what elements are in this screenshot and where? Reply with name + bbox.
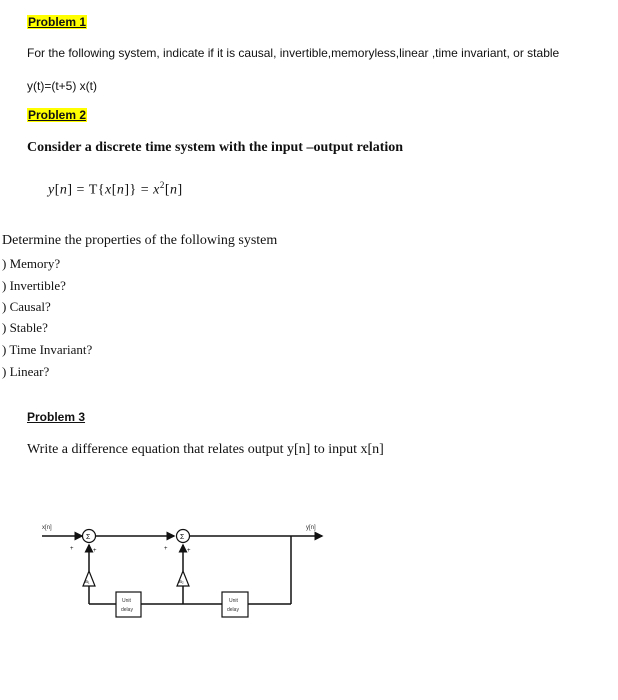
plus-sign: + <box>93 548 97 554</box>
output-label: y[n] <box>306 525 316 531</box>
plus-sign: + <box>187 548 191 554</box>
problem2-heading: Problem 2 <box>28 108 87 122</box>
eq-part2: ]} = <box>124 182 154 198</box>
eq-part1: ] = T{ <box>67 182 105 198</box>
problem2-prompt: Determine the properties of the following system <box>2 233 278 248</box>
eq-x: x <box>104 182 112 198</box>
plus-sign: + <box>164 546 168 552</box>
sum-symbol: Σ <box>180 534 185 541</box>
eq-end: ] <box>177 182 183 198</box>
list-item: ) Stable? <box>2 320 48 335</box>
plus-sign: + <box>70 546 74 552</box>
list-item: ) Invertible? <box>2 278 66 293</box>
problem1-heading: Problem 1 <box>28 15 87 29</box>
list-item: ) Time Invariant? <box>2 342 93 357</box>
eq-y: y <box>48 182 55 198</box>
gain-2-label: a₂ <box>179 579 184 585</box>
delay-1-line1: Unit <box>122 598 131 604</box>
list-item: ) Causal? <box>2 299 51 314</box>
delay-1-line2: delay <box>121 607 133 613</box>
unit-delay-2 <box>222 592 248 617</box>
problem3-heading: Problem 3 <box>27 410 86 424</box>
problem3-statement: Write a difference equation that relates output y[n] to input x[n] <box>27 442 384 457</box>
sum-symbol: Σ <box>86 534 91 541</box>
eq-sup: 2 <box>159 180 165 190</box>
eq-x2: x <box>153 182 160 198</box>
problem1-equation: y(t)=(t+5) x(t) <box>27 79 98 93</box>
list-item: ) Memory? <box>2 256 61 271</box>
problem2-statement: Consider a discrete time system with the input –output relation <box>27 140 404 155</box>
unit-delay-1 <box>116 592 141 617</box>
delay-2-line1: Unit <box>229 598 238 604</box>
list-item: ) Linear? <box>2 364 50 379</box>
problem2-equation: $y[n] = T\{x[n]\} = x^2[n]$ <box>48 180 183 198</box>
eq-n2: n <box>116 182 125 198</box>
input-label: x[n] <box>42 525 52 531</box>
eq-n3: n <box>170 182 178 198</box>
problem1-statement: For the following system, indicate if it is causal, invertible,memoryless,linear ,time invariant, or stable <box>27 46 560 60</box>
gain-1-label: a₁ <box>85 579 90 585</box>
eq-n1: n <box>59 182 68 198</box>
delay-2-line2: delay <box>227 607 239 613</box>
